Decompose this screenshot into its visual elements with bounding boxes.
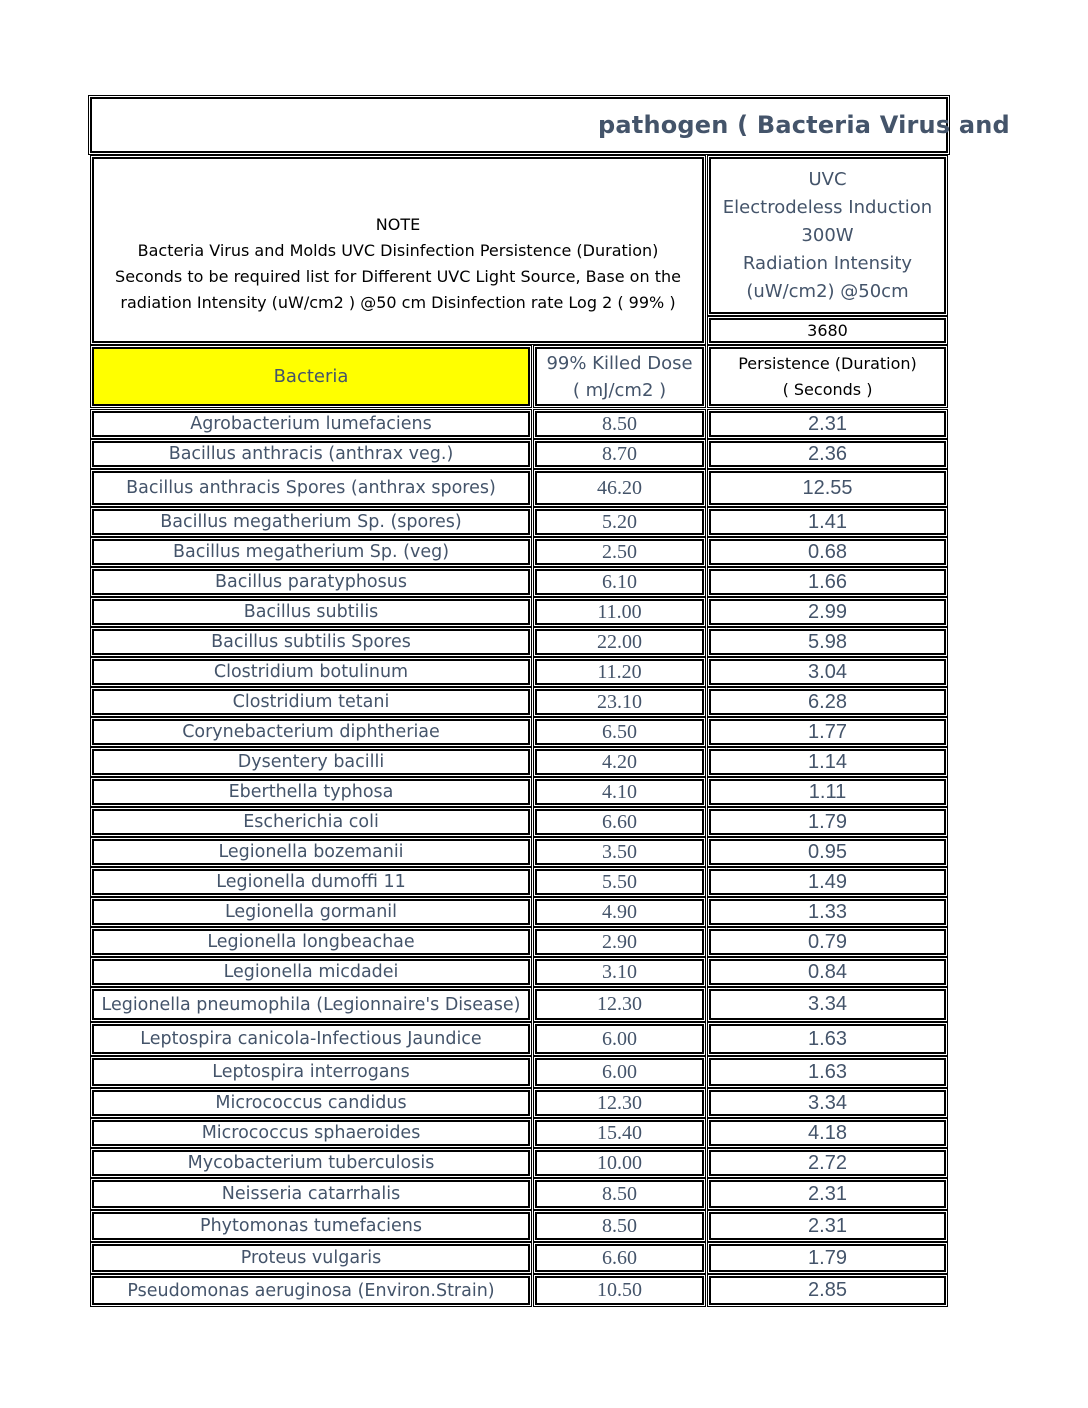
intensity-value: 3680	[807, 321, 848, 340]
persistence-seconds-cell	[709, 899, 946, 925]
bacteria-name-cell	[92, 1244, 530, 1272]
note-line-3: radiation Intensity (uW/cm2 ) @50 cm Disinfection rate Log 2 ( 99% )	[120, 293, 676, 312]
bacteria-name-cell	[92, 989, 530, 1020]
bacteria-name: Leptospira canicola-Infectious Jaundice	[140, 1029, 482, 1049]
killed-dose-cell	[535, 719, 704, 745]
bacteria-name: Phytomonas tumefaciens	[200, 1216, 422, 1236]
killed-dose-cell	[535, 779, 704, 805]
killed-dose: 5.50	[602, 870, 637, 893]
persistence-seconds: 2.85	[808, 1279, 847, 1301]
killed-dose: 8.50	[602, 1182, 637, 1205]
persistence-seconds-cell	[709, 719, 946, 745]
bacteria-name: Neisseria catarrhalis	[221, 1184, 401, 1204]
killed-dose: 11.00	[597, 600, 642, 623]
bacteria-name: Bacillus subtilis	[243, 602, 379, 622]
persistence-seconds-cell	[709, 1180, 946, 1208]
light-source-name: Electrodeless Induction	[722, 196, 933, 218]
light-source-intensity-label: Radiation Intensity	[742, 252, 913, 274]
bacteria-name-cell	[92, 869, 530, 895]
killed-dose-cell	[535, 1024, 704, 1054]
column-header-persistence	[709, 347, 946, 406]
persistence-seconds: 1.14	[808, 750, 847, 773]
persistence-seconds-cell	[709, 839, 946, 865]
persistence-seconds: 0.84	[808, 960, 847, 983]
persistence-seconds-cell	[709, 1090, 946, 1116]
bacteria-name: Bacillus subtilis Spores	[211, 632, 411, 652]
bacteria-name-cell	[92, 599, 530, 625]
bacteria-name-cell	[92, 659, 530, 685]
bacteria-name-cell	[92, 779, 530, 805]
bacteria-name-cell	[92, 1150, 530, 1176]
killed-dose-cell	[535, 411, 704, 437]
killed-dose: 10.00	[597, 1151, 642, 1174]
killed-dose-cell	[535, 1120, 704, 1146]
killed-dose: 10.50	[597, 1279, 642, 1301]
column-header-bacteria	[92, 347, 530, 406]
bacteria-name-cell	[92, 509, 530, 535]
bacteria-name-cell	[92, 1212, 530, 1240]
killed-dose: 6.00	[602, 1060, 637, 1083]
page-title: pathogen ( Bacteria Virus and	[598, 111, 1010, 139]
persistence-seconds: 1.41	[808, 510, 847, 533]
note-heading: NOTE	[375, 215, 421, 234]
bacteria-name-cell	[92, 719, 530, 745]
killed-dose-cell	[535, 839, 704, 865]
killed-dose-cell	[535, 689, 704, 715]
light-source-power: 300W	[801, 224, 854, 246]
persistence-seconds: 1.79	[808, 1246, 847, 1269]
bacteria-name: Dysentery bacilli	[237, 752, 385, 772]
killed-dose: 22.00	[597, 630, 642, 653]
bacteria-name-cell	[92, 1120, 530, 1146]
bacteria-name-cell	[92, 629, 530, 655]
persistence-seconds: 2.31	[808, 1214, 847, 1237]
persistence-seconds: 1.11	[808, 780, 847, 803]
killed-dose: 4.90	[602, 900, 637, 923]
killed-dose: 5.20	[602, 510, 637, 533]
bacteria-name: Bacillus megatherium Sp. (veg)	[172, 542, 450, 562]
bacteria-name: Mycobacterium tuberculosis	[187, 1153, 435, 1173]
bacteria-name: Legionella dumoffi 11	[216, 872, 406, 892]
bacteria-name-cell	[92, 929, 530, 955]
bacteria-name: Proteus vulgaris	[240, 1248, 382, 1268]
bacteria-name-cell	[92, 689, 530, 715]
bacteria-name-cell	[92, 899, 530, 925]
killed-dose-cell	[535, 1058, 704, 1086]
light-source-cell	[709, 157, 946, 314]
persistence-seconds: 2.36	[808, 442, 847, 465]
killed-dose-cell	[535, 959, 704, 985]
killed-dose: 6.50	[602, 720, 637, 743]
persistence-seconds: 1.77	[808, 720, 847, 743]
killed-dose: 4.20	[602, 750, 637, 773]
persistence-seconds-cell	[709, 471, 946, 505]
uvc-disinfection-table	[88, 95, 1010, 1308]
bacteria-name: Bacillus anthracis (anthrax veg.)	[168, 444, 454, 464]
persistence-seconds-cell	[709, 1120, 946, 1146]
bacteria-name: Legionella longbeachae	[207, 932, 415, 952]
bacteria-name: Corynebacterium diphtheriae	[182, 722, 440, 742]
bacteria-name-cell	[92, 1024, 530, 1054]
persistence-seconds: 12.55	[802, 476, 853, 499]
persistence-seconds: 2.31	[808, 1182, 847, 1205]
bacteria-name: Pseudomonas aeruginosa (Environ.Strain)	[127, 1280, 495, 1301]
persistence-seconds-cell	[709, 779, 946, 805]
killed-dose: 6.60	[602, 810, 637, 833]
persistence-seconds: 3.34	[808, 993, 847, 1015]
bacteria-name-cell	[92, 471, 530, 505]
killed-dose: 4.10	[602, 780, 637, 803]
killed-dose-cell	[535, 629, 704, 655]
persistence-seconds-cell	[709, 659, 946, 685]
killed-dose: 12.30	[597, 1091, 642, 1114]
persistence-seconds-cell	[709, 411, 946, 437]
persistence-seconds: 0.79	[808, 930, 847, 953]
killed-dose-cell	[535, 509, 704, 535]
killed-dose: 46.20	[597, 476, 642, 499]
persistence-seconds: 2.99	[808, 600, 847, 623]
persistence-seconds: 0.95	[808, 840, 847, 863]
persistence-seconds: 3.04	[808, 660, 847, 683]
killed-dose-cell	[535, 869, 704, 895]
persistence-seconds-cell	[709, 1244, 946, 1272]
killed-dose-cell	[535, 539, 704, 565]
killed-dose-cell	[535, 899, 704, 925]
killed-dose-cell	[535, 1090, 704, 1116]
killed-dose: 8.70	[602, 442, 637, 465]
note-line-2: Seconds to be required list for Different UVC Light Source, Base on the	[115, 267, 681, 286]
persistence-seconds-cell	[709, 1024, 946, 1054]
bacteria-name: Bacillus anthracis Spores (anthrax spores)	[126, 478, 496, 498]
persistence-seconds: 2.31	[808, 412, 847, 435]
bacteria-name-cell	[92, 539, 530, 565]
persistence-seconds: 0.68	[808, 540, 847, 563]
persistence-seconds: 1.66	[808, 570, 847, 593]
killed-dose-cell	[535, 599, 704, 625]
killed-dose: 3.10	[602, 960, 637, 983]
light-source-type: UVC	[808, 168, 847, 190]
killed-dose-cell	[535, 471, 704, 505]
killed-dose: 6.00	[602, 1027, 637, 1050]
bacteria-name-cell	[92, 1276, 530, 1305]
killed-dose-cell	[535, 989, 704, 1020]
bacteria-name-cell	[92, 1058, 530, 1086]
killed-dose-cell	[535, 1212, 704, 1240]
killed-dose: 2.90	[602, 930, 637, 953]
bacteria-name: Legionella pneumophila (Legionnaire's Disease)	[101, 994, 521, 1015]
bacteria-name: Legionella bozemanii	[218, 842, 404, 862]
persistence-seconds-cell	[709, 1212, 946, 1240]
column-header-persistence-line2: ( Seconds )	[782, 379, 873, 399]
persistence-seconds-cell	[709, 629, 946, 655]
bacteria-name: Leptospira interrogans	[212, 1062, 410, 1082]
persistence-seconds: 1.49	[808, 870, 847, 893]
killed-dose-cell	[535, 929, 704, 955]
bacteria-name: Bacillus paratyphosus	[215, 572, 407, 592]
bacteria-name: Clostridium tetani	[232, 692, 390, 712]
persistence-seconds-cell	[709, 959, 946, 985]
column-header-dose-line1: 99% Killed Dose	[546, 352, 693, 374]
bacteria-name: Eberthella typhosa	[228, 782, 394, 802]
killed-dose: 8.50	[602, 412, 637, 435]
bacteria-name-cell	[92, 749, 530, 775]
persistence-seconds: 1.79	[808, 810, 847, 833]
persistence-seconds-cell	[709, 809, 946, 835]
bacteria-name: Escherichia coli	[243, 812, 379, 832]
note-cell	[92, 157, 704, 343]
persistence-seconds-cell	[709, 441, 946, 467]
persistence-seconds: 1.63	[808, 1027, 847, 1050]
killed-dose-cell	[535, 1244, 704, 1272]
bacteria-name: Bacillus megatherium Sp. (spores)	[160, 512, 462, 532]
killed-dose: 11.20	[597, 660, 642, 683]
persistence-seconds-cell	[709, 1150, 946, 1176]
killed-dose-cell	[535, 1150, 704, 1176]
persistence-seconds-cell	[709, 929, 946, 955]
killed-dose: 2.50	[602, 540, 637, 563]
bacteria-name-cell	[92, 1180, 530, 1208]
killed-dose-cell	[535, 809, 704, 835]
column-header-persistence-line1: Persistence (Duration)	[738, 353, 917, 373]
bacteria-name-cell	[92, 441, 530, 467]
bacteria-name: Micrococcus sphaeroides	[201, 1123, 421, 1143]
column-header-dose-line2: ( mJ/cm2 )	[572, 379, 667, 401]
column-header-bacteria-label: Bacteria	[273, 366, 349, 387]
bacteria-name-cell	[92, 411, 530, 437]
persistence-seconds-cell	[709, 539, 946, 565]
column-header-dose	[535, 347, 704, 406]
killed-dose: 8.50	[602, 1214, 637, 1237]
persistence-seconds-cell	[709, 509, 946, 535]
bacteria-name-cell	[92, 809, 530, 835]
killed-dose: 6.10	[602, 570, 637, 593]
persistence-seconds: 1.63	[808, 1060, 847, 1083]
light-source-unit: (uW/cm2) @50cm	[746, 280, 909, 302]
bacteria-name: Legionella micdadei	[223, 962, 399, 982]
bacteria-name: Legionella gormanil	[224, 902, 398, 922]
persistence-seconds-cell	[709, 749, 946, 775]
bacteria-name: Agrobacterium lumefaciens	[190, 414, 432, 434]
persistence-seconds: 1.33	[808, 900, 847, 923]
killed-dose-cell	[535, 749, 704, 775]
persistence-seconds: 6.28	[808, 690, 847, 713]
intensity-value-cell	[709, 318, 946, 343]
bacteria-name-cell	[92, 1090, 530, 1116]
persistence-seconds-cell	[709, 989, 946, 1020]
killed-dose: 15.40	[597, 1121, 642, 1144]
note-line-1: Bacteria Virus and Molds UVC Disinfection Persistence (Duration)	[137, 241, 659, 260]
bacteria-name-cell	[92, 569, 530, 595]
persistence-seconds: 5.98	[808, 630, 847, 653]
killed-dose-cell	[535, 569, 704, 595]
killed-dose-cell	[535, 1180, 704, 1208]
persistence-seconds-cell	[709, 869, 946, 895]
persistence-seconds: 2.72	[808, 1151, 847, 1174]
title-cell	[90, 97, 1010, 153]
killed-dose: 6.60	[602, 1246, 637, 1269]
bacteria-name: Clostridium botulinum	[213, 662, 409, 682]
persistence-seconds-cell	[709, 1276, 946, 1305]
persistence-seconds-cell	[709, 569, 946, 595]
bacteria-name: Micrococcus candidus	[215, 1093, 407, 1113]
persistence-seconds-cell	[709, 689, 946, 715]
killed-dose-cell	[535, 1276, 704, 1305]
persistence-seconds: 4.18	[808, 1121, 847, 1144]
killed-dose: 23.10	[597, 690, 642, 713]
killed-dose-cell	[535, 659, 704, 685]
persistence-seconds: 3.34	[808, 1091, 847, 1114]
bacteria-name-cell	[92, 959, 530, 985]
killed-dose: 12.30	[597, 993, 642, 1015]
killed-dose: 3.50	[602, 840, 637, 863]
killed-dose-cell	[535, 441, 704, 467]
persistence-seconds-cell	[709, 599, 946, 625]
persistence-seconds-cell	[709, 1058, 946, 1086]
bacteria-name-cell	[92, 839, 530, 865]
